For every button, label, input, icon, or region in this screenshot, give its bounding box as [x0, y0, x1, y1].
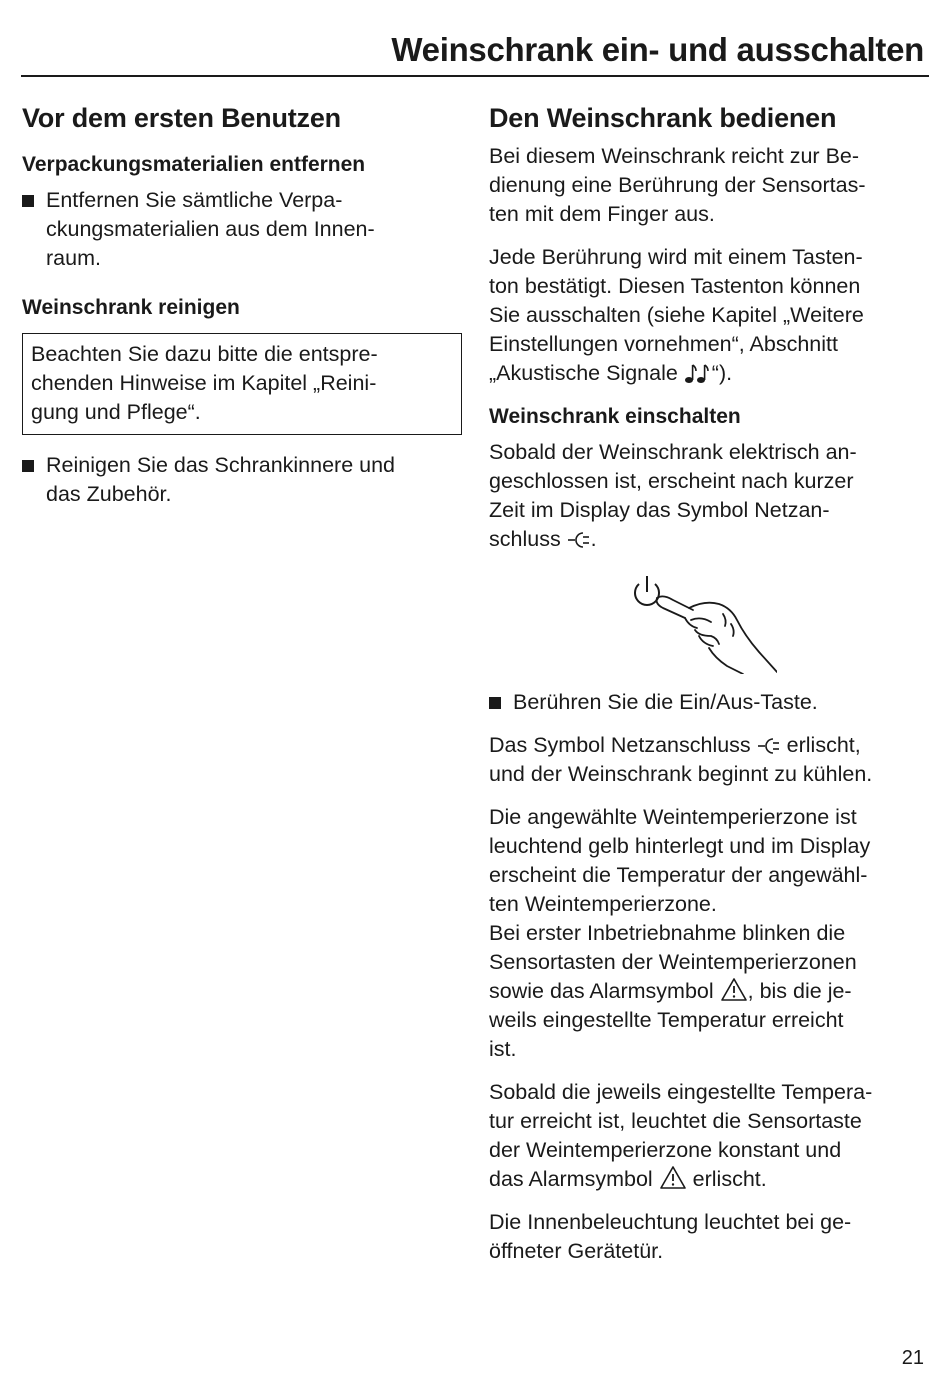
paragraph-key-tone: Jede Berührung wird mit einem Tasten- ton bestätigt. Diesen Tastenton können Sie ausschalten (siehe Kapitel „Weitere Einstellungen vornehmen“, Abschnitt „Akustische Signale “). — [489, 245, 864, 385]
bullet-remove-packaging: Entfernen Sie sämtliche Verpa- ckungsmaterialien aus dem Innen- raum. — [22, 186, 462, 273]
subheading-switch-on: Weinschrank einschalten — [489, 405, 741, 428]
warning-triangle-icon — [659, 1165, 687, 1190]
note-box: Beachten Sie dazu bitte die entspre- chenden Hinweise im Kapitel „Reini- gung und Pflege“. — [22, 333, 462, 435]
subheading-clean: Weinschrank reinigen — [22, 296, 240, 319]
music-notes-icon — [684, 362, 712, 384]
mains-plug-icon — [757, 736, 781, 756]
page-number: 21 — [901, 1347, 924, 1369]
finger-touch-illustration — [627, 574, 777, 674]
bullet-clean-interior: Reinigen Sie das Schrankinnere und das Zubehör. — [22, 451, 462, 509]
paragraph-temperature-reached: Sobald die jeweils eingestellte Tempera- tur erreicht ist, leuchtet die Sensortaste der Weintemperierzone konstant und das Alarmsymbol erlischt. — [489, 1080, 873, 1191]
header-rule — [21, 75, 929, 77]
subheading-remove-packaging: Verpackungsmaterialien entfernen — [22, 153, 366, 176]
section-heading-operate: Den Weinschrank bedienen — [489, 103, 837, 133]
mains-plug-icon — [567, 530, 591, 550]
right-column — [489, 98, 934, 1266]
power-button-icon — [635, 576, 659, 605]
page-title: Weinschrank ein- und ausschalten — [391, 31, 924, 68]
paragraph-interior-light: Die Innenbeleuchtung leuchtet bei ge- öffneter Gerätetür. — [489, 1210, 852, 1263]
paragraph-start-cooling: Das Symbol Netzanschluss erlischt, und der Weinschrank beginnt zu kühlen. — [489, 733, 873, 786]
section-heading-first-use: Vor dem ersten Benutzen — [22, 103, 341, 133]
paragraph-mains-symbol: Sobald der Weinschrank elektrisch an- geschlossen ist, erscheint nach kurzer Zeit im Display das Symbol Netzan- schluss . — [489, 440, 857, 551]
bullet-touch-power: Berühren Sie die Ein/Aus-Taste. — [489, 688, 934, 717]
paragraph-touch-sensor: Bei diesem Weinschrank reicht zur Be- dienung eine Berührung der Sensortas- ten mit dem Finger aus. — [489, 144, 866, 226]
left-column — [22, 98, 462, 523]
warning-triangle-icon — [720, 977, 748, 1002]
paragraph-temperature-zone: Die angewählte Weintemperierzone ist leuchtend gelb hinterlegt und im Display erscheint die Temperatur der angewähl- ten Weintemperierzone. Bei erster Inbetriebnahme blinken die Sensortasten der Weintemperierzonen sowie das Alarmsymbol , bis die je- weils eingestellte Temperatur erreicht ist. — [489, 805, 871, 1061]
